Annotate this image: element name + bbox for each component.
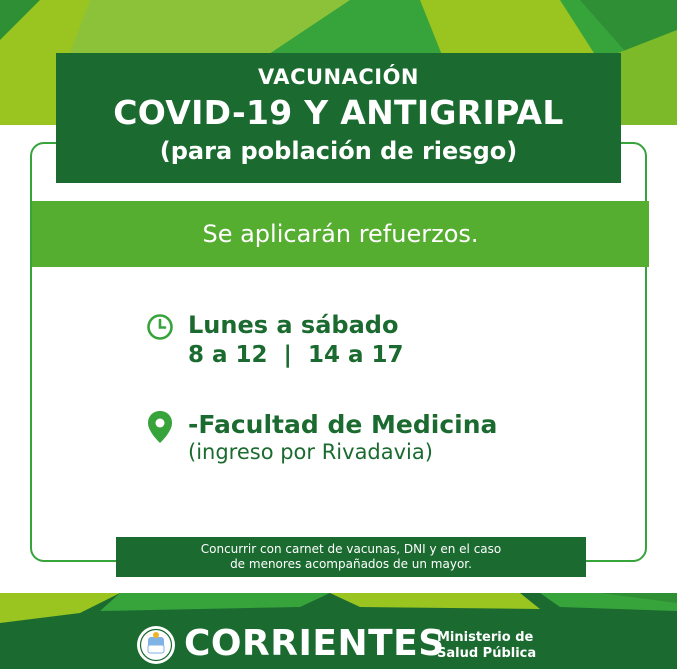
map-pin-icon — [147, 410, 173, 444]
schedule-days: Lunes a sábado — [188, 311, 399, 339]
title-subtitle: (para población de riesgo) — [159, 137, 518, 165]
provincial-seal-icon — [136, 625, 176, 665]
schedule-hours: 8 a 12 | 14 a 17 — [188, 342, 404, 368]
boosters-banner-text: Se aplicarán refuerzos. — [202, 220, 479, 248]
ministry-line-1: Ministerio de — [437, 630, 534, 645]
note-line-1: Concurrir con carnet de vacunas, DNI y en el caso — [200, 542, 502, 556]
ministry-name — [437, 630, 536, 662]
requirements-note — [116, 537, 586, 577]
title-kicker: VACUNACIÓN — [257, 65, 420, 89]
location-name: -Facultad de Medicina — [188, 410, 498, 439]
page-title: COVID-19 Y ANTIGRIPAL — [113, 93, 564, 132]
boosters-banner — [32, 201, 649, 267]
clock-icon — [146, 313, 174, 341]
note-line-2: de menores acompañados de un mayor. — [230, 557, 472, 571]
brand-wordmark: CORRIENTES — [184, 623, 445, 664]
ministry-line-2: Salud Pública — [437, 646, 537, 661]
title-box — [56, 53, 621, 183]
location-detail: (ingreso por Rivadavia) — [188, 440, 433, 464]
